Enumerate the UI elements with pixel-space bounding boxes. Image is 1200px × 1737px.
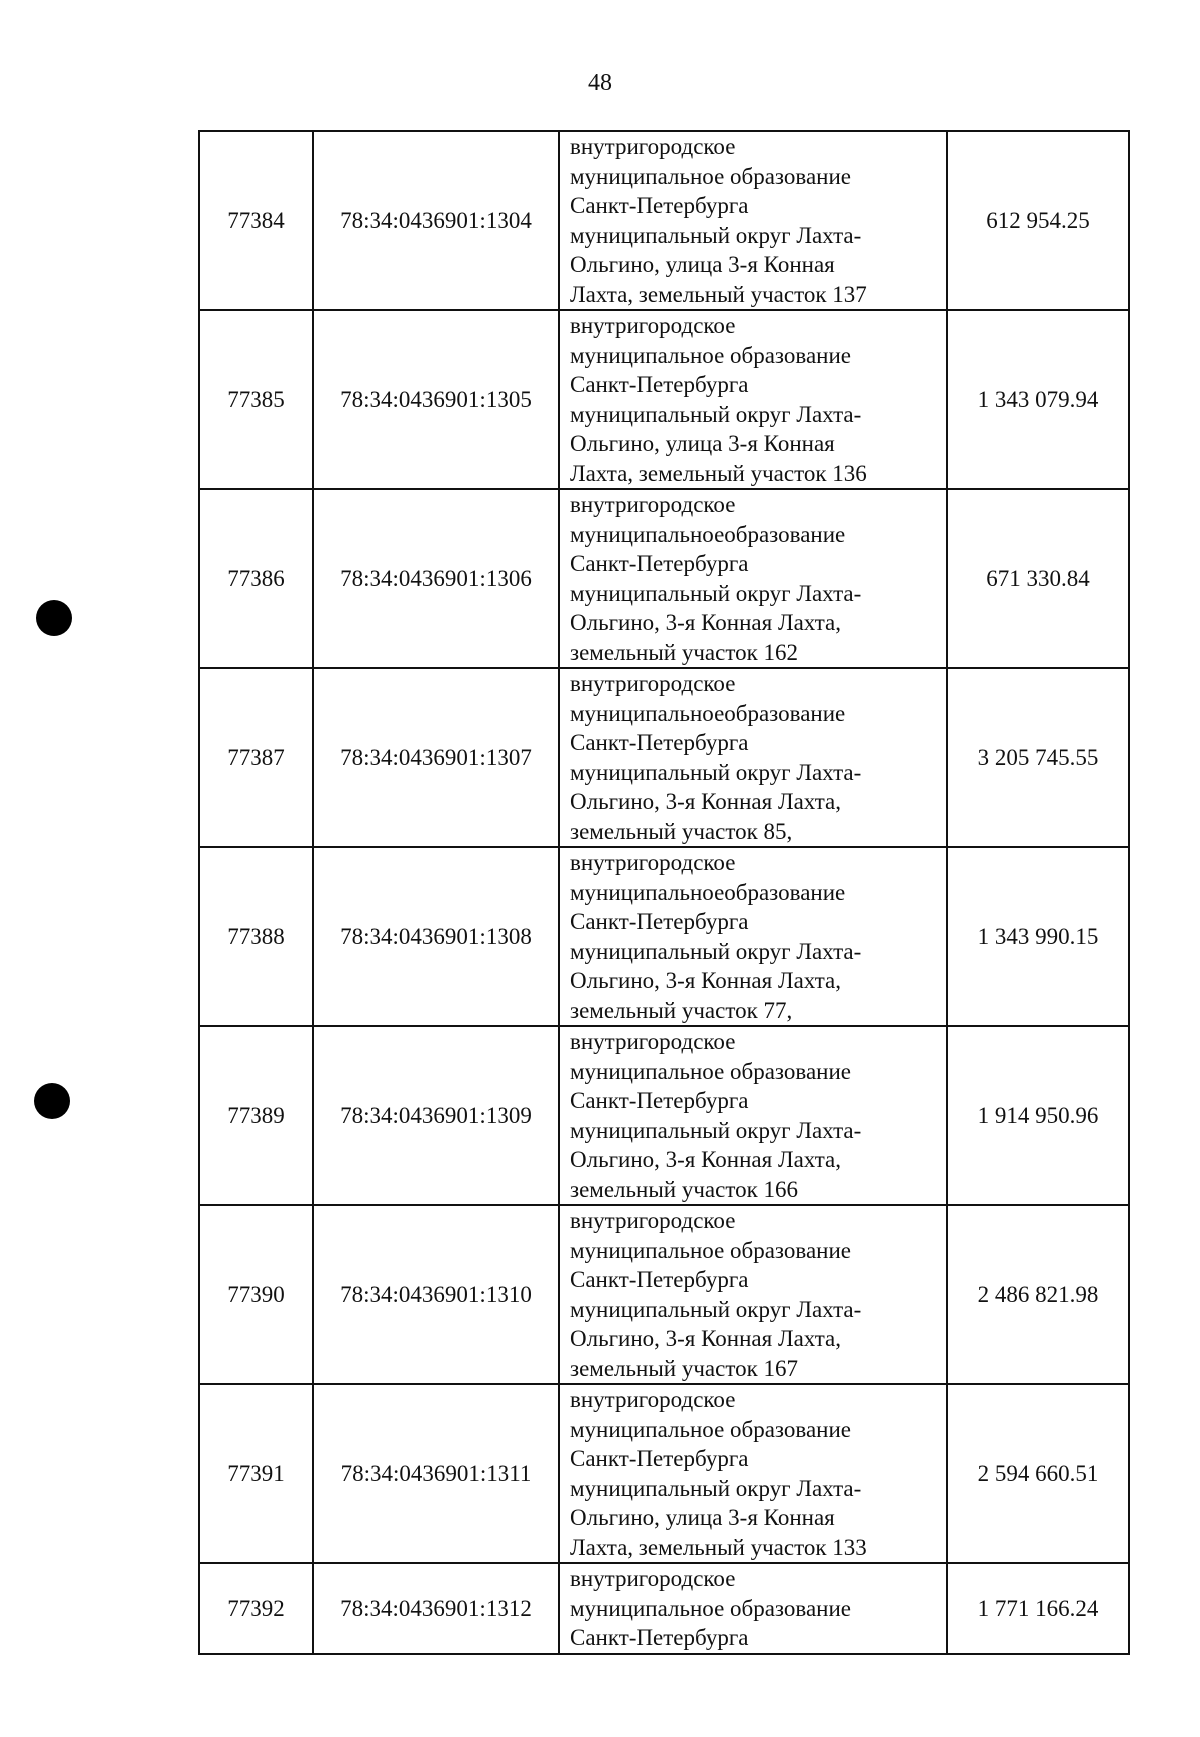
address-line: муниципальноеобразование bbox=[570, 700, 846, 726]
address-line: земельный участок 167 bbox=[570, 1355, 799, 1381]
cadastral-number-cell: 78:34:0436901:1304 bbox=[313, 131, 559, 310]
address-line: Санкт-Петербурга bbox=[570, 730, 749, 755]
table-row bbox=[199, 1205, 1129, 1384]
address-line: Ольгино, 3-я Конная Лахта, bbox=[570, 789, 841, 814]
address-line: земельный участок 85, bbox=[570, 818, 793, 844]
address-text bbox=[570, 1564, 940, 1653]
row-number-cell: 77385 bbox=[199, 310, 313, 489]
address-line: Санкт-Петербурга bbox=[570, 1088, 749, 1113]
cadastral-number-cell: 78:34:0436901:1312 bbox=[313, 1563, 559, 1654]
cadastral-value-cell: 1 343 079.94 bbox=[947, 310, 1129, 489]
cadastral-number-cell: 78:34:0436901:1307 bbox=[313, 668, 559, 847]
table-row bbox=[199, 668, 1129, 847]
address-line: Санкт-Петербурга bbox=[570, 1625, 749, 1651]
address-line: муниципальный округ Лахта- bbox=[570, 580, 862, 606]
table-row bbox=[199, 131, 1129, 310]
land-plots-table bbox=[198, 130, 1130, 1655]
address-cell bbox=[559, 1026, 947, 1205]
address-text bbox=[570, 490, 940, 667]
cadastral-value-cell: 2 486 821.98 bbox=[947, 1205, 1129, 1384]
table-row bbox=[199, 1026, 1129, 1205]
table-row bbox=[199, 1384, 1129, 1563]
address-cell bbox=[559, 668, 947, 847]
address-line: внутригородское bbox=[570, 1387, 736, 1412]
table-body bbox=[199, 131, 1129, 1654]
cadastral-number-cell: 78:34:0436901:1309 bbox=[313, 1026, 559, 1205]
address-line: Лахта, земельный участок 136 bbox=[570, 460, 867, 486]
cadastral-value-cell: 1 771 166.24 bbox=[947, 1563, 1129, 1654]
address-cell bbox=[559, 847, 947, 1026]
row-number-cell: 77384 bbox=[199, 131, 313, 310]
row-number-cell: 77388 bbox=[199, 847, 313, 1026]
address-line: муниципальное образование bbox=[570, 1595, 851, 1621]
address-line: муниципальное образование bbox=[570, 342, 851, 368]
address-text bbox=[570, 1027, 940, 1204]
address-line: муниципальный округ Лахта- bbox=[570, 1475, 862, 1501]
address-line: Санкт-Петербурга bbox=[570, 1446, 749, 1471]
address-text bbox=[570, 1385, 940, 1562]
row-number-cell: 77390 bbox=[199, 1205, 313, 1384]
cadastral-number-cell: 78:34:0436901:1311 bbox=[313, 1384, 559, 1563]
address-line: Ольгино, 3-я Конная Лахта, bbox=[570, 968, 841, 993]
cadastral-number-cell: 78:34:0436901:1308 bbox=[313, 847, 559, 1026]
address-line: Ольгино, 3-я Конная Лахта, bbox=[570, 1147, 841, 1172]
row-number-cell: 77389 bbox=[199, 1026, 313, 1205]
table-row bbox=[199, 847, 1129, 1026]
address-line: муниципальное образование bbox=[570, 163, 851, 189]
address-line: земельный участок 77, bbox=[570, 997, 793, 1023]
address-line: внутригородское bbox=[570, 850, 736, 875]
address-text bbox=[570, 132, 940, 309]
address-line: муниципальноеобразование bbox=[570, 521, 846, 547]
address-line: муниципальноеобразование bbox=[570, 879, 846, 905]
address-line: муниципальное образование bbox=[570, 1237, 851, 1263]
address-line: муниципальный округ Лахта- bbox=[570, 1296, 862, 1322]
address-line: Ольгино, 3-я Конная Лахта, bbox=[570, 1326, 841, 1351]
address-line: муниципальный округ Лахта- bbox=[570, 222, 862, 248]
page-number: 48 bbox=[588, 70, 612, 96]
address-line: муниципальный округ Лахта- bbox=[570, 938, 862, 964]
punch-hole-mark bbox=[34, 1083, 70, 1119]
address-line: земельный участок 162 bbox=[570, 639, 799, 665]
cadastral-number-cell: 78:34:0436901:1305 bbox=[313, 310, 559, 489]
address-line: внутригородское bbox=[570, 1029, 736, 1054]
address-line: внутригородское bbox=[570, 1208, 736, 1233]
row-number-cell: 77386 bbox=[199, 489, 313, 668]
address-line: Ольгино, улица 3-я Конная bbox=[570, 1505, 835, 1530]
address-line: Санкт-Петербурга bbox=[570, 909, 749, 934]
address-line: Санкт-Петербурга bbox=[570, 372, 749, 397]
address-cell bbox=[559, 1384, 947, 1563]
address-line: муниципальное образование bbox=[570, 1058, 851, 1084]
address-line: Лахта, земельный участок 137 bbox=[570, 281, 867, 307]
cadastral-number-cell: 78:34:0436901:1306 bbox=[313, 489, 559, 668]
address-line: муниципальное образование bbox=[570, 1416, 851, 1442]
cadastral-value-cell: 1 343 990.15 bbox=[947, 847, 1129, 1026]
address-line: внутригородское bbox=[570, 134, 736, 159]
address-line: Санкт-Петербурга bbox=[570, 551, 749, 576]
address-line: Санкт-Петербурга bbox=[570, 193, 749, 218]
address-cell bbox=[559, 489, 947, 668]
address-cell bbox=[559, 131, 947, 310]
cadastral-value-cell: 2 594 660.51 bbox=[947, 1384, 1129, 1563]
row-number-cell: 77392 bbox=[199, 1563, 313, 1654]
address-text bbox=[570, 848, 940, 1025]
table-row bbox=[199, 310, 1129, 489]
punch-hole-mark bbox=[36, 600, 72, 636]
row-number-cell: 77387 bbox=[199, 668, 313, 847]
address-line: внутригородское bbox=[570, 492, 736, 517]
address-line: внутригородское bbox=[570, 1566, 736, 1592]
address-line: муниципальный округ Лахта- bbox=[570, 1117, 862, 1143]
cadastral-value-cell: 671 330.84 bbox=[947, 489, 1129, 668]
row-number-cell: 77391 bbox=[199, 1384, 313, 1563]
address-text bbox=[570, 1206, 940, 1383]
address-line: муниципальный округ Лахта- bbox=[570, 401, 862, 427]
address-text bbox=[570, 669, 940, 846]
address-cell bbox=[559, 310, 947, 489]
address-line: Санкт-Петербурга bbox=[570, 1267, 749, 1292]
address-line: земельный участок 166 bbox=[570, 1176, 799, 1202]
address-line: Ольгино, улица 3-я Конная bbox=[570, 431, 835, 456]
cadastral-number-cell: 78:34:0436901:1310 bbox=[313, 1205, 559, 1384]
table-row bbox=[199, 1563, 1129, 1654]
cadastral-value-cell: 3 205 745.55 bbox=[947, 668, 1129, 847]
address-line: Лахта, земельный участок 133 bbox=[570, 1534, 867, 1560]
address-line: Ольгино, улица 3-я Конная bbox=[570, 252, 835, 277]
address-line: внутригородское bbox=[570, 313, 736, 338]
address-line: муниципальный округ Лахта- bbox=[570, 759, 862, 785]
address-cell bbox=[559, 1205, 947, 1384]
cadastral-value-cell: 612 954.25 bbox=[947, 131, 1129, 310]
address-line: внутригородское bbox=[570, 671, 736, 696]
address-line: Ольгино, 3-я Конная Лахта, bbox=[570, 610, 841, 635]
address-text bbox=[570, 311, 940, 488]
cadastral-value-cell: 1 914 950.96 bbox=[947, 1026, 1129, 1205]
table-row bbox=[199, 489, 1129, 668]
address-cell bbox=[559, 1563, 947, 1654]
